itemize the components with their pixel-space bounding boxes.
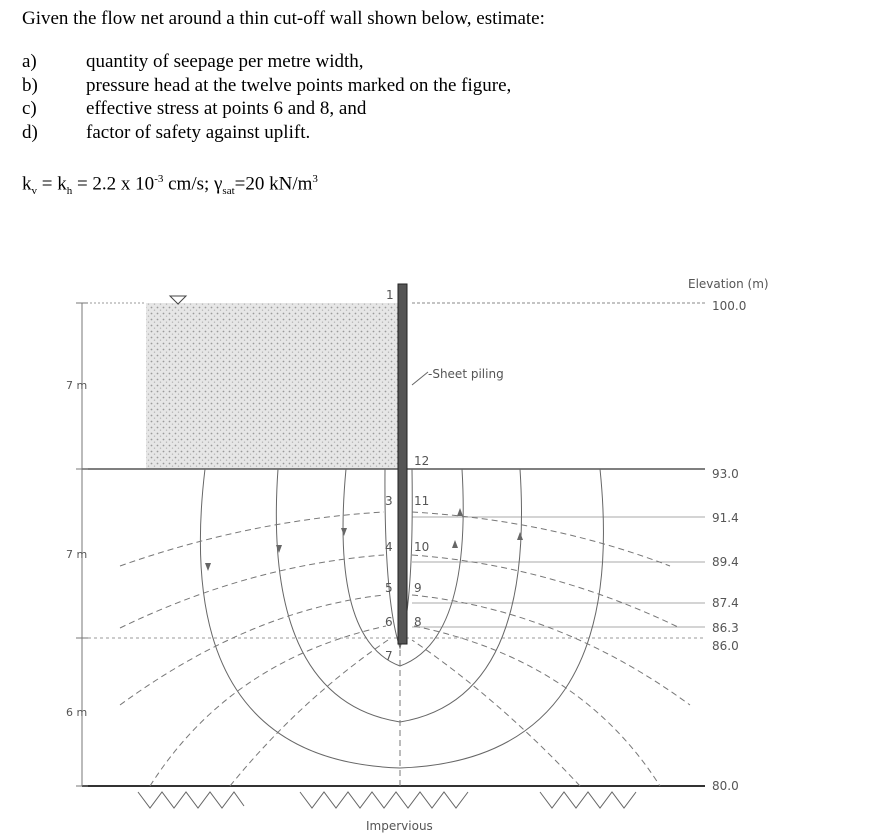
dim-label-6m: 6 m bbox=[66, 706, 88, 719]
kv-subscript: v bbox=[31, 185, 37, 198]
elevation-93: 93.0 bbox=[712, 467, 739, 481]
point-5: 5 bbox=[385, 581, 393, 595]
elevation-86: 86.0 bbox=[712, 639, 739, 653]
arrow-icon bbox=[341, 528, 347, 536]
elevation-91-4: 91.4 bbox=[712, 511, 739, 525]
item-letter: a) bbox=[22, 51, 37, 72]
dim-label-7m-upper: 7 m bbox=[66, 379, 88, 392]
equipotential-right-2 bbox=[412, 555, 680, 628]
impervious-label: Impervious bbox=[366, 819, 433, 833]
item-text: quantity of seepage per metre width, bbox=[86, 51, 364, 72]
k-value: = 2.2 x 10 bbox=[72, 173, 155, 195]
point-3: 3 bbox=[385, 494, 393, 508]
impervious-hatching bbox=[138, 792, 636, 808]
sheet-label-leader bbox=[412, 372, 428, 385]
item-text: factor of safety against uplift. bbox=[86, 121, 311, 143]
water-surface-icon bbox=[170, 296, 186, 304]
arrow-icon bbox=[452, 540, 458, 548]
point-11: 11 bbox=[414, 494, 430, 508]
question-intro: Given the flow net around a thin cut-off wall shown below, estimate: bbox=[22, 8, 545, 29]
item-letter: c) bbox=[22, 98, 37, 119]
equipotential-right-3 bbox=[412, 595, 690, 705]
elevation-100: 100.0 bbox=[712, 299, 747, 313]
arrow-icon bbox=[276, 545, 282, 553]
elevation-86-3: 86.3 bbox=[712, 621, 739, 635]
point-10: 10 bbox=[414, 540, 430, 554]
arrow-icon bbox=[457, 508, 463, 516]
equipotential-left-deep bbox=[230, 640, 388, 786]
point-8: 8 bbox=[414, 615, 422, 629]
k-exponent: -3 bbox=[154, 173, 164, 185]
k-units: cm/s; γ bbox=[163, 173, 223, 195]
elevation-89-4: 89.4 bbox=[712, 555, 739, 569]
gamma-exponent: 3 bbox=[312, 173, 318, 185]
point-9: 9 bbox=[414, 581, 422, 595]
point-6: 6 bbox=[385, 615, 393, 629]
item-letter: d) bbox=[22, 121, 38, 143]
point-4: 4 bbox=[385, 540, 393, 554]
elevation-87-4: 87.4 bbox=[712, 596, 739, 610]
point-7: 7 bbox=[385, 649, 393, 663]
sheet-piling bbox=[398, 284, 407, 644]
elevation-header: Elevation (m) bbox=[688, 277, 769, 291]
item-text: effective stress at points 6 and 8, and bbox=[86, 98, 367, 119]
dim-label-7m-middle: 7 m bbox=[66, 548, 88, 561]
arrow-icon bbox=[517, 532, 523, 540]
equals-k: = k bbox=[37, 173, 67, 195]
sheet-piling-label: -Sheet piling bbox=[428, 367, 504, 381]
elevation-80: 80.0 bbox=[712, 779, 739, 793]
item-letter: b) bbox=[22, 74, 38, 96]
item-text: pressure head at the twelve points marked on the figure, bbox=[86, 74, 512, 96]
gamma-subscript: sat bbox=[222, 185, 235, 198]
equipotential-right-1 bbox=[412, 512, 670, 566]
arrow-icon bbox=[205, 563, 211, 571]
k-symbol: k bbox=[22, 173, 32, 195]
upstream-water bbox=[146, 303, 398, 469]
point-1: 1 bbox=[386, 288, 394, 302]
kh-subscript: h bbox=[66, 185, 73, 198]
gamma-value: =20 kN/m bbox=[234, 173, 313, 195]
point-12: 12 bbox=[414, 454, 430, 468]
equipotential-left-3 bbox=[120, 595, 384, 705]
